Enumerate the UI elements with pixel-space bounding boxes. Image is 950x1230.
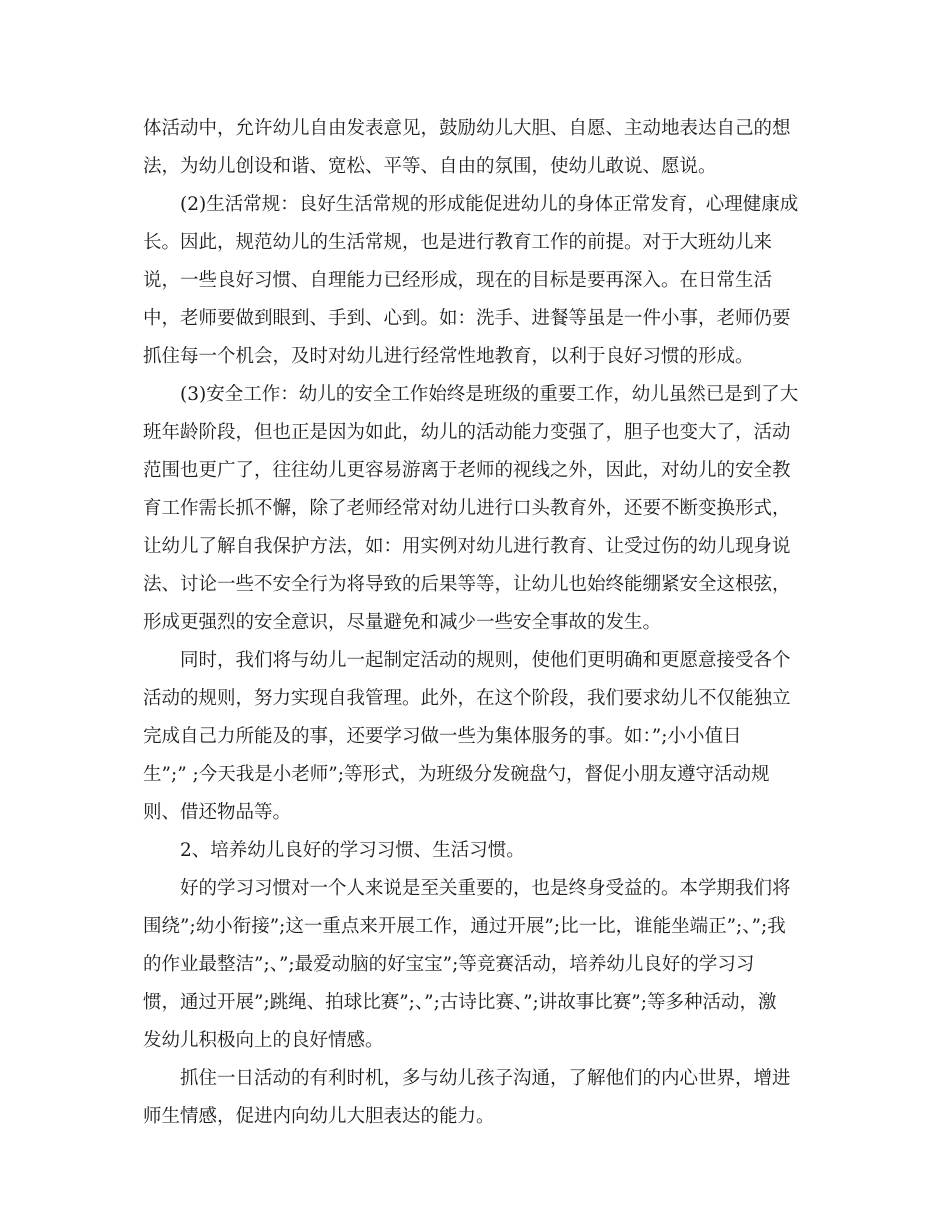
text-line: 范围也更广了，往往幼儿更容易游离于老师的视线之外，因此，对幼儿的安全教 [143,460,791,481]
text-line: 围绕”;幼小衔接”;这一重点来开展工作，通过开展”;比一比，谁能坐端正”;、”;我 [143,916,786,937]
text-line: 生”;” ;今天我是小老师”;等形式，为班级分发碗盘勺，督促小朋友遵守活动规 [143,764,770,785]
section-heading: 2、培养幼儿良好的学习习惯、生活习惯。 [180,840,525,861]
text-line: 惯，通过开展”;跳绳、拍球比赛”;、”;古诗比赛、”;讲故事比赛”;等多种活动，激 [143,992,777,1013]
text-line: 让幼儿了解自我保护方法，如：用实例对幼儿进行教育、让受过伤的幼儿现身说 [143,536,791,557]
text-line: 师生情感，促进内向幼儿大胆表达的能力。 [143,1106,495,1127]
text-line: 形成更强烈的安全意识，尽量避免和减少一些安全事故的发生。 [143,612,662,633]
paragraph-start-study-habits: 好的学习习惯对一个人来说是至关重要的，也是终身受益的。本学期我们将 [180,878,791,899]
text-line: 则、借还物品等。 [143,802,292,823]
text-line: 体活动中，允许幼儿自由发表意见，鼓励幼儿大胆、自愿、主动地表达自己的想 [143,118,791,139]
text-line: 法，为幼儿创设和谐、宽松、平等、自由的氛围，使幼儿敢说、愿说。 [143,156,717,177]
text-line: 法、讨论一些不安全行为将导致的后果等等，让幼儿也始终能绷紧安全这根弦， [143,574,791,595]
text-line: 完成自己力所能及的事，还要学习做一些为集体服务的事。如：”;小小值日 [143,726,742,747]
text-line: 抓住每一个机会，及时对幼儿进行经常性地教育，以利于良好习惯的形成。 [143,346,754,367]
paragraph-start-communication: 抓住一日活动的有利时机，多与幼儿孩子沟通，了解他们的内心世界，增进 [180,1068,791,1089]
text-line: 班年龄阶段，但也正是因为如此，幼儿的活动能力变强了，胆子也变大了，活动 [143,422,791,443]
text-line: 发幼儿积极向上的良好情感。 [143,1030,384,1051]
text-line: 活动的规则，努力实现自我管理。此外，在这个阶段，我们要求幼儿不仅能独立 [143,688,791,709]
text-line: 育工作需长抓不懈，除了老师经常对幼儿进行口头教育外，还要不断变换形式， [143,498,791,519]
text-line: 长。因此，规范幼儿的生活常规，也是进行教育工作的前提。对于大班幼儿来 [143,232,773,253]
text-line: 中，老师要做到眼到、手到、心到。如：洗手、进餐等虽是一件小事，老师仍要 [143,308,791,329]
text-line: 的作业最整洁”;、”;最爱动脑的好宝宝”;等竞赛活动，培养幼儿良好的学习习 [143,954,755,975]
paragraph-start-life-routine: (2)生活常规：良好生活常规的形成能促进幼儿的身体正常发育，心理健康成 [180,194,799,215]
paragraph-start-rules: 同时，我们将与幼儿一起制定活动的规则，使他们更明确和更愿意接受各个 [180,650,791,671]
text-line: 说，一些良好习惯、自理能力已经形成，现在的目标是要再深入。在日常生活 [143,270,773,291]
paragraph-start-safety: (3)安全工作：幼儿的安全工作始终是班级的重要工作，幼儿虽然已是到了大 [180,384,799,405]
